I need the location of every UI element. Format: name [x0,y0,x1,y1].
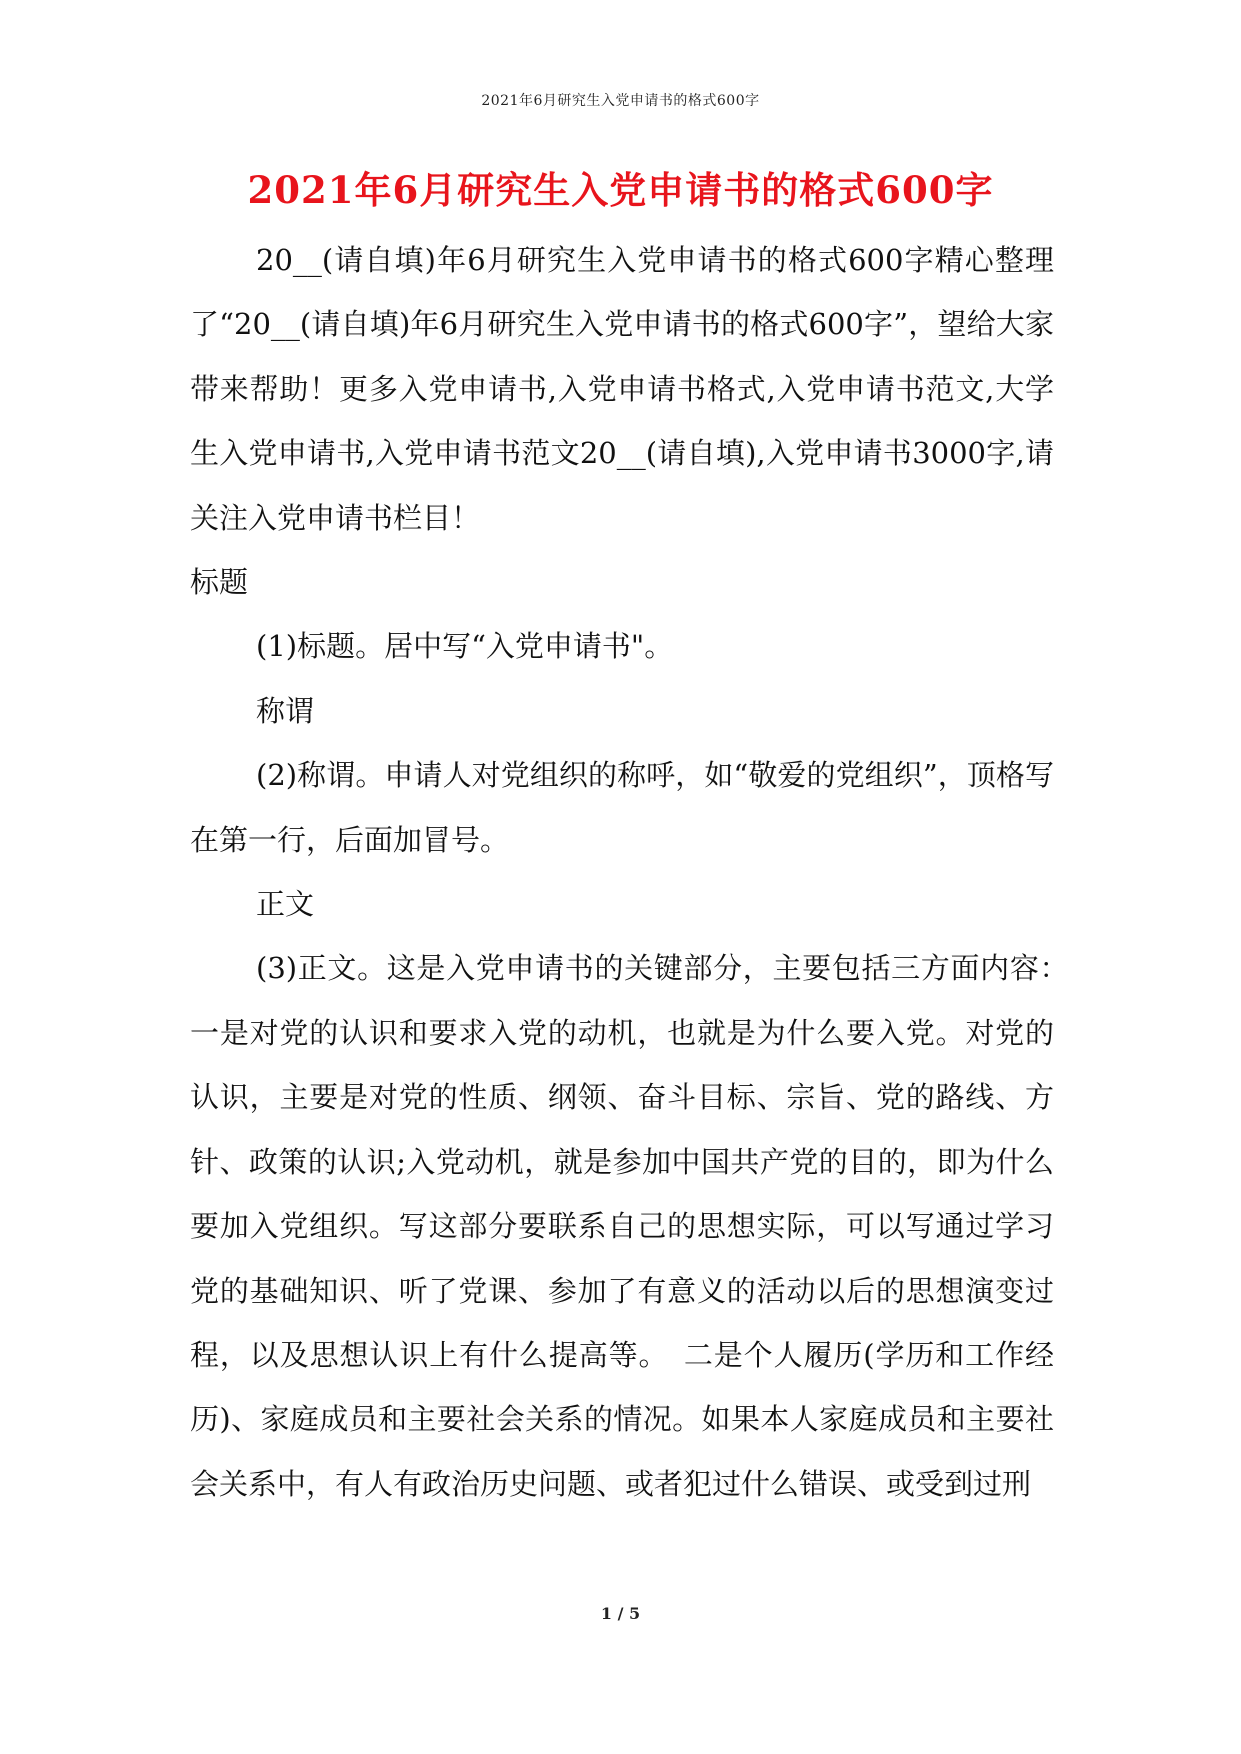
section-label-title: 标题 [190,565,249,600]
paragraph-salutation-rule: (2)称谓。申请人对党组织的称呼，如“敬爱的党组织”，顶格写在第一行，后面加冒号。 [190,758,1054,857]
section-label-body: 正文 [256,887,315,922]
intro-paragraph: 20__(请自填)年6月研究生入党申请书的格式600字精心整理了“20__(请自填)年6月研究生入党申请书的格式600字”，望给大家带来帮助！更多入党申请书,入党申请书格式,入党申请书范文,大学生入党申请书,入党申请书范文20__(请自填),入党申请书3000字,请关注入党申请书栏目！ [190,243,1054,535]
document-body [190,228,1084,1516]
document-title: 2021年6月研究生入党申请书的格式600字 [247,168,994,212]
page-indicator: 1 / 5 [600,1604,641,1623]
running-header: 2021年6月研究生入党申请书的格式600字 [481,93,760,109]
section-label-salutation: 称谓 [256,693,315,728]
paragraph-body-rule: (3)正文。这是入党申请书的关键部分，主要包括三方面内容： 一是对党的认识和要求入党的动机，也就是为什么要入党。对党的认识，主要是对党的性质、纲领、奋斗目标、宗旨、党的路线、方针、政策的认识;入党动机，就是参加中国共产党的目的，即为什么要加入党组织。写这部分要联系自己的思想实际，可以写通过学习党的基础知识、听了党课、参加了有意义的活动以后的思想演变过程，以及思想认识上有什么提高等。 二是个人履历(学历和工作经历)、家庭成员和主要社会关系的情况。如果本人家庭成员和主要社会关系中，有人有政治历史问题、或者犯过什么错误、或受到过刑 [190,951,1084,1501]
paragraph-title-rule: (1)标题。居中写“入党申请书"。 [256,629,674,664]
